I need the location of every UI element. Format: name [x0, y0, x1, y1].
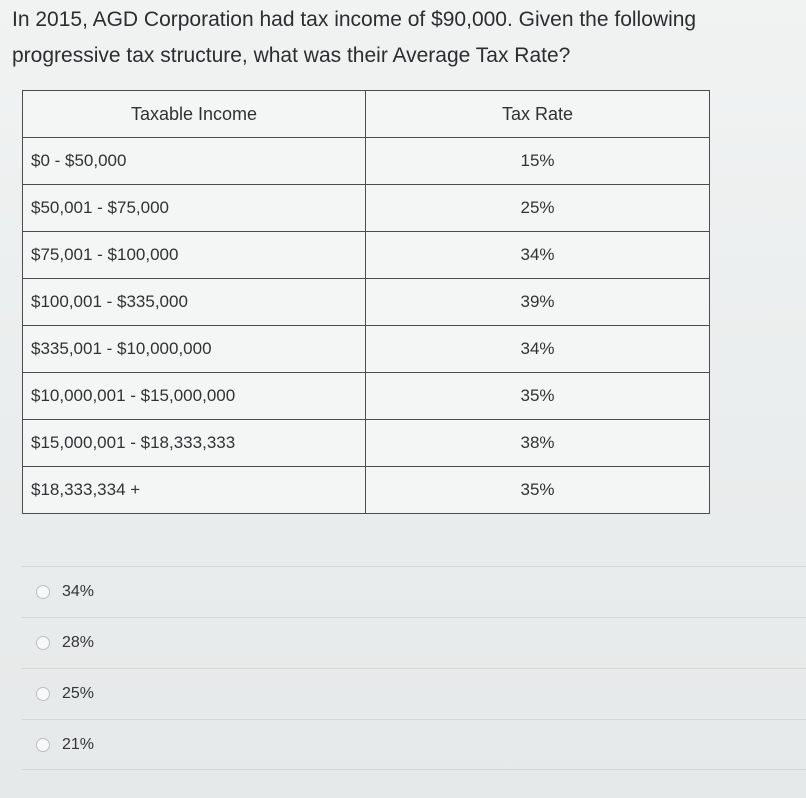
table-row — [23, 373, 710, 420]
radio-button-icon[interactable] — [36, 738, 50, 752]
tax-rate-header: Tax Rate — [366, 91, 710, 138]
tax-rate-cell: 35% — [366, 373, 710, 420]
table-row — [23, 185, 710, 232]
answer-option-d[interactable] — [22, 719, 806, 770]
table-row — [23, 467, 710, 514]
tax-rate-cell: 25% — [366, 185, 710, 232]
income-bracket-cell: $0 - $50,000 — [23, 138, 366, 185]
answer-label: 28% — [62, 634, 95, 651]
tax-rate-cell: 35% — [366, 467, 710, 514]
income-bracket-cell: $18,333,334 + — [23, 467, 366, 514]
answer-label: 21% — [62, 735, 95, 753]
table-row — [23, 232, 710, 279]
income-bracket-cell: $50,001 - $75,000 — [23, 185, 366, 232]
tax-rate-cell: 34% — [366, 326, 710, 373]
answer-option-b[interactable] — [22, 617, 806, 668]
answer-option-c[interactable] — [22, 668, 806, 719]
income-bracket-cell: $10,000,001 - $15,000,000 — [23, 373, 366, 420]
tax-rate-cell: 34% — [366, 232, 710, 279]
taxable-income-header: Taxable Income — [23, 91, 366, 138]
answer-options — [22, 566, 806, 770]
radio-button-icon[interactable] — [36, 687, 50, 701]
table-row — [23, 326, 710, 373]
answer-label: 34% — [62, 583, 95, 600]
table-header-row — [23, 91, 710, 138]
table-row — [23, 138, 710, 185]
tax-rate-cell: 38% — [366, 420, 710, 467]
income-bracket-cell: $15,000,001 - $18,333,333 — [23, 420, 366, 467]
income-bracket-cell: $100,001 - $335,000 — [23, 279, 366, 326]
answer-label: 25% — [62, 685, 95, 702]
table-row — [23, 420, 710, 467]
income-bracket-cell: $75,001 - $100,000 — [23, 232, 366, 279]
answer-option-a[interactable] — [22, 566, 806, 617]
question-text: In 2015, AGD Corporation had tax income of $90,000. Given the following progressive tax structure, what was their Average Tax Rate? — [12, 8, 697, 67]
radio-button-icon[interactable] — [36, 636, 50, 650]
income-bracket-cell: $335,001 - $10,000,000 — [23, 326, 366, 373]
tax-bracket-table — [22, 90, 710, 514]
tax-rate-cell: 15% — [366, 138, 710, 185]
table-row — [23, 279, 710, 326]
radio-button-icon[interactable] — [36, 585, 50, 599]
tax-rate-cell: 39% — [366, 279, 710, 326]
